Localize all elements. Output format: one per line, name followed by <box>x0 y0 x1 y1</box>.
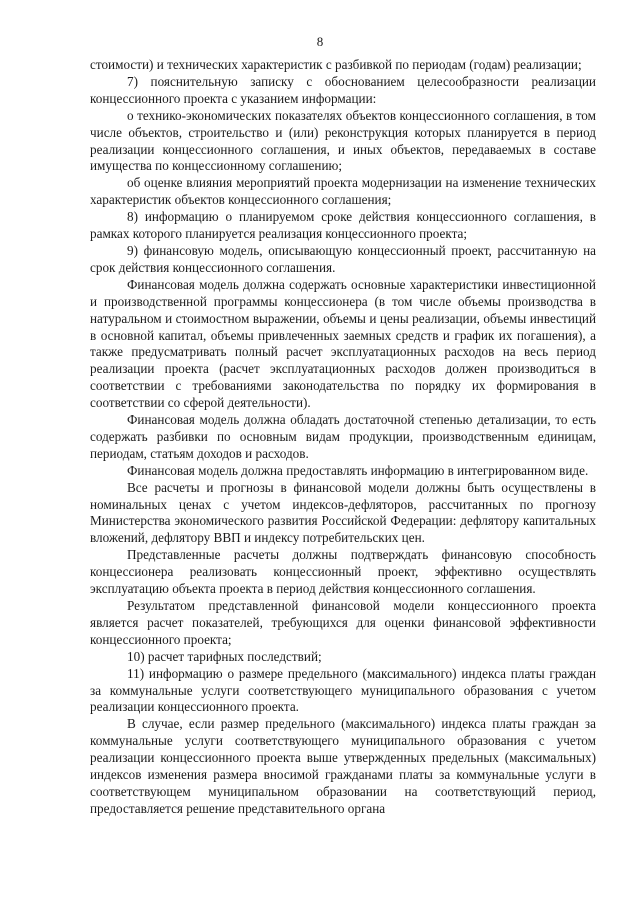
paragraph-15: В случае, если размер предельного (максимального) индекса платы граждан за коммунальные услуги соответствующего муниципального образования с учетом реализации концессионного проекта выше утвержденных предельных (максимальных) индексов изменения размера вносимой гражданами платы за коммунальные услуги в соответствующем муниципальном образовании на соответствующий период, предоставляется решение представительного органа <box>90 716 596 816</box>
paragraph-7: Финансовая модель должна содержать основные характеристики инвестиционной и производственной программы концессионера (в том числе объемы производства в натуральном и стоимостном выражении, объемы и цены реализации, объемы инвестиций в основной капитал, объемы привлеченных заемных средств и график их погашения), а также предусматривать полный расчет эксплуатационных расходов на весь период реализации проекта (расчет эксплуатационных расходов должен производиться в соответствии с требованиями законодательства по порядку их формирования в соответствии со сферой деятельности). <box>90 276 596 411</box>
document-body <box>90 57 596 818</box>
paragraph-2: 7) пояснительную записку с обоснованием целесообразности реализации концессионного проекта с указанием информации: <box>90 73 596 106</box>
paragraph-1: стоимости) и технических характеристик с разбивкой по периодам (годам) реализации; <box>90 57 582 72</box>
paragraph-11: Представленные расчеты должны подтверждать финансовую способность концессионера реализовать концессионный проект, эффективно осуществлять эксплуатацию объекта проекта в период действия концессионного соглашения. <box>90 547 596 597</box>
paragraph-8: Финансовая модель должна обладать достаточной степенью детализации, то есть содержать разбивки по основным видам продукции, производственным единицам, периодам, статьям доходов и расходов. <box>90 412 596 461</box>
paragraph-10: Все расчеты и прогнозы в финансовой модели должны быть осуществлены в номинальных ценах с учетом индексов-дефляторов, рассчитанных по прогнозу Министерства экономического развития Российской Федерации: дефлятору капитальных вложений, дефлятору ВВП и индексу потребительских цен. <box>90 479 596 546</box>
paragraph-6: 9) финансовую модель, описывающую концессионный проект, рассчитанную на срок действия концессионного соглашения. <box>90 242 596 275</box>
paragraph-3: о технико-экономических показателях объектов концессионного соглашения, в том числе объектов, строительство и (или) реконструкция которых планируется в период реализации концессионного соглашения, и иных объектов, передаваемых в составе имущества по концессионному соглашению; <box>90 107 596 174</box>
paragraph-12: Результатом представленной финансовой модели концессионного проекта является расчет показателей, требующихся для оценки финансовой эффективности концессионного проекта; <box>90 598 596 647</box>
paragraph-14: 11) информацию о размере предельного (максимального) индекса платы граждан за коммунальные услуги соответствующего муниципального образования с учетом реализации концессионного проекта. <box>90 665 596 715</box>
paragraph-5: 8) информацию о планируемом сроке действия концессионного соглашения, в рамках которого планируется реализация концессионного проекта; <box>90 209 596 242</box>
paragraph-4: об оценке влияния мероприятий проекта модернизации на изменение технических характеристик объектов концессионного соглашения; <box>90 175 596 208</box>
paragraph-9: Финансовая модель должна предоставлять информацию в интегрированном виде. <box>127 462 589 478</box>
paragraph-13: 10) расчет тарифных последствий; <box>127 648 322 664</box>
page-number: 8 <box>316 34 324 49</box>
